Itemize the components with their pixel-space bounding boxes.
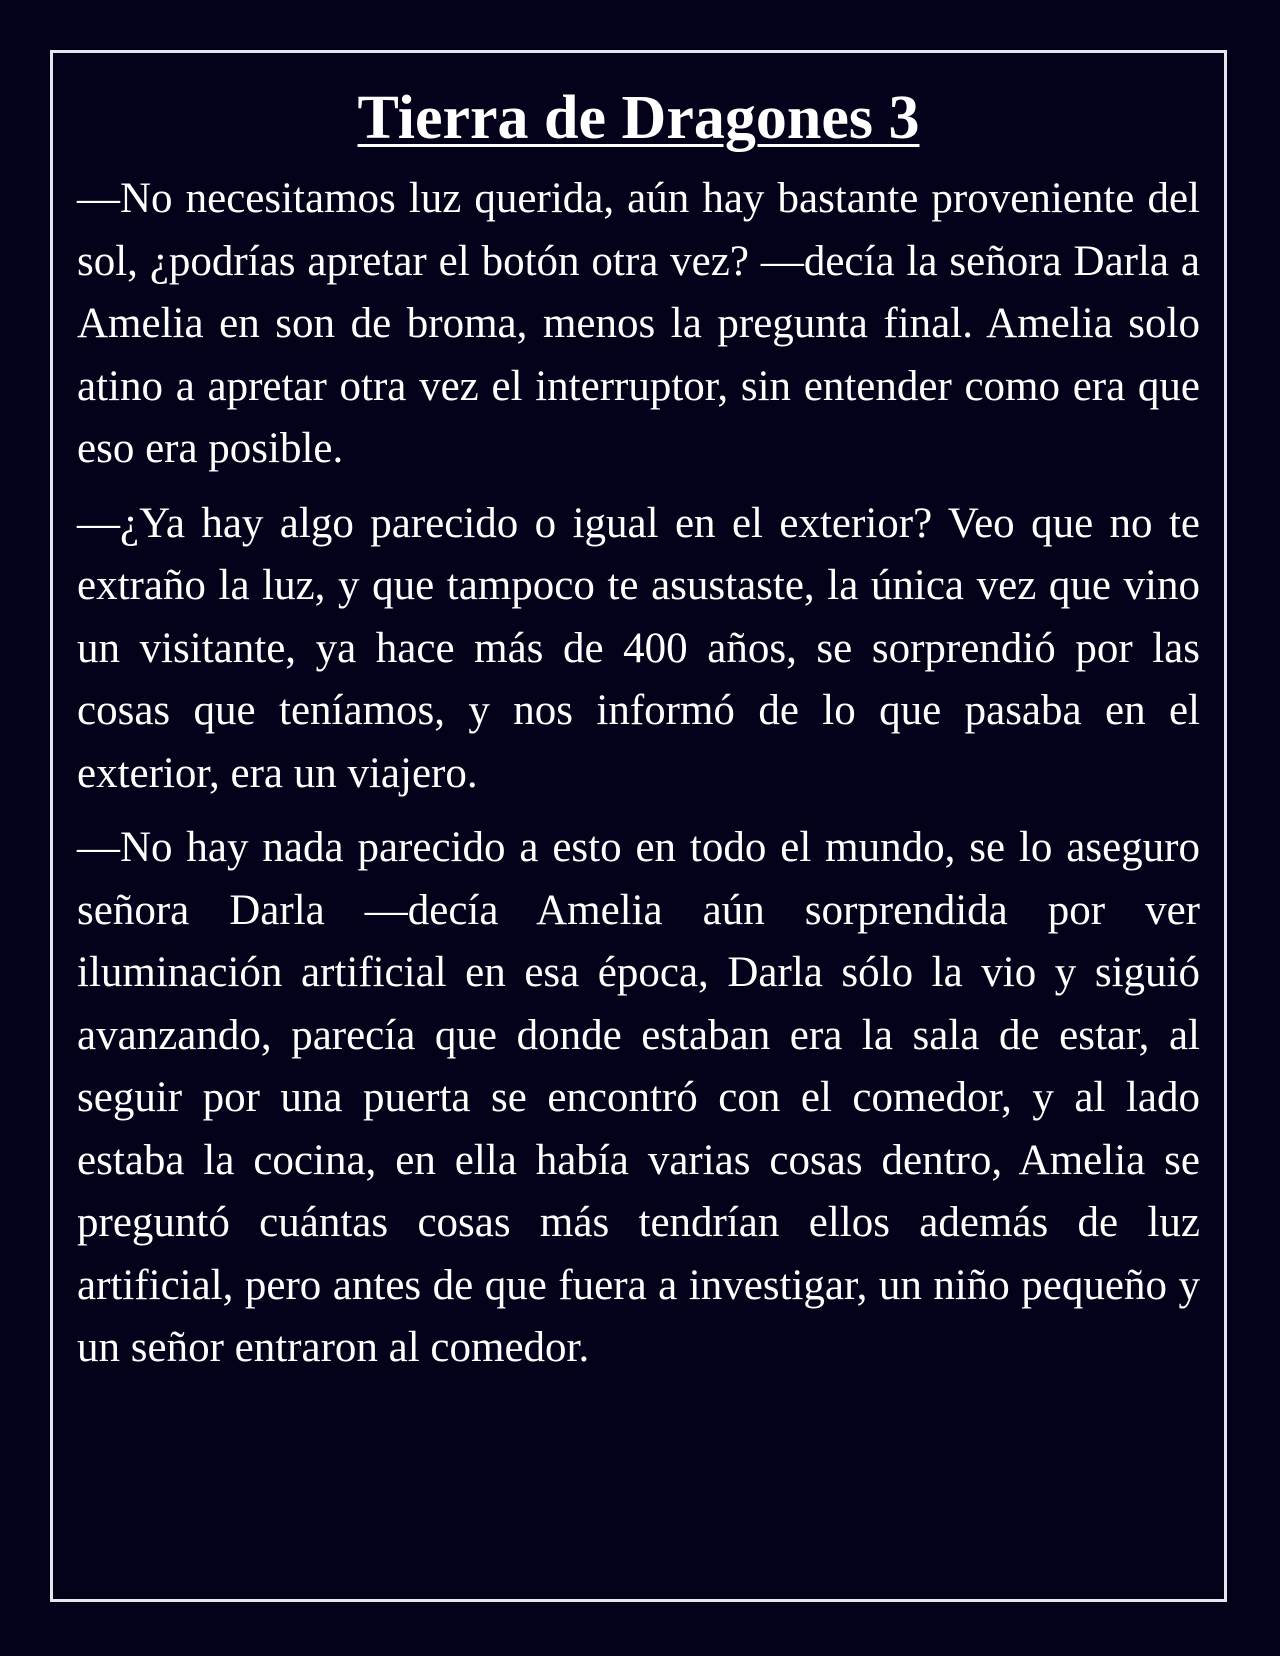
page-title-text: Tierra de Dragones 3 [357,84,920,152]
paragraph-3: —No hay nada parecido a esto en todo el mundo, se lo aseguro señora Darla —decía Amelia aún sorprendida por ver iluminación artificial en esa época, Darla sólo la vio y siguió avanzando, parecía que donde estaban era la sala de estar, al seguir por una puerta se encontró con el comedor, y al lado estaba la cocina, en ella había varias cosas dentro, Amelia se preguntó cuántas cosas más tendrían ellos además de luz artificial, pero antes de que fuera a investigar, un niño pequeño y un señor entraron al comedor. [77,824,1200,1371]
body-text [77,168,1200,1392]
paragraph-2: —¿Ya hay algo parecido o igual en el exterior? Veo que no te extraño la luz, y que tampoco te asustaste, la única vez que vino un visitante, ya hace más de 400 años, se sorprendió por las cosas que teníamos, y nos informó de lo que pasaba en el exterior, era un viajero. [77,499,1200,797]
page-frame [50,50,1227,1602]
page-title [53,81,1224,155]
paragraph-1: —No necesitamos luz querida, aún hay bastante proveniente del sol, ¿podrías apretar el botón otra vez? —decía la señora Darla a Amelia en son de broma, menos la pregunta final. Amelia solo atino a apretar otra vez el interruptor, sin entender como era que eso era posible. [77,175,1200,472]
